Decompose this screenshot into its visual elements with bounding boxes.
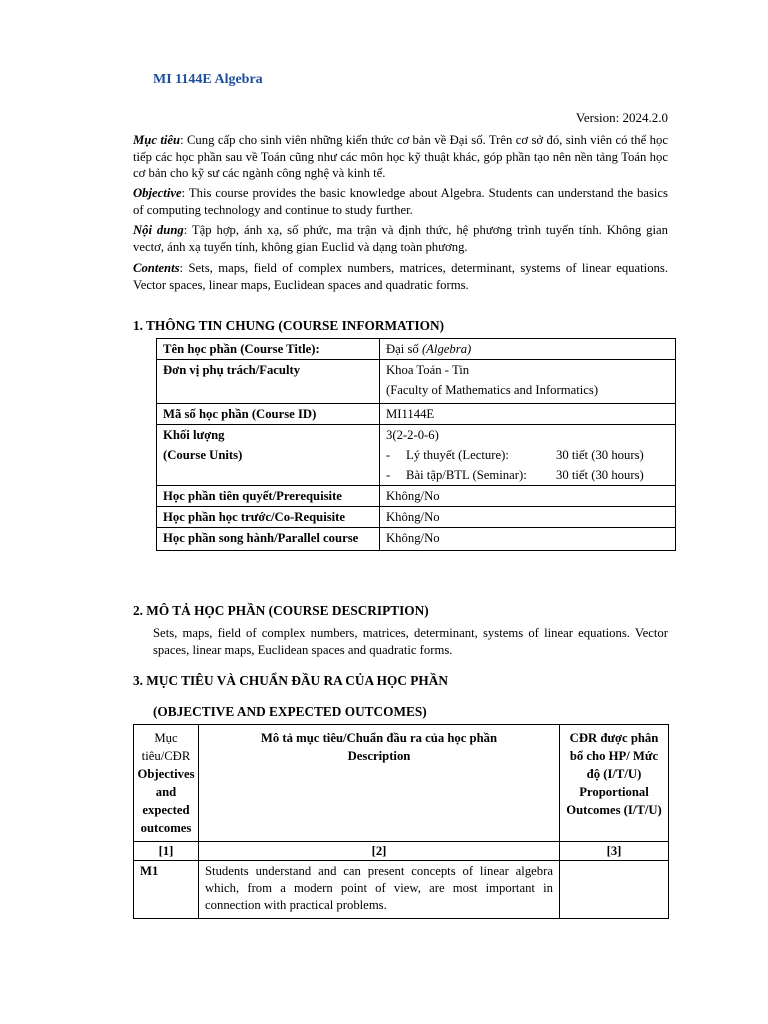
table-row bbox=[157, 486, 676, 507]
section3-heading: 3. MỤC TIÊU VÀ CHUẨN ĐẦU RA CỦA HỌC PHẦN bbox=[133, 673, 448, 688]
objective-description: Students understand and can present concepts of linear algebra which, from a modern point of view, are most important in connection with practical problems. bbox=[199, 861, 560, 919]
col-description-header: Mô tả mục tiêu/Chuẩn đầu ra của học phần Description bbox=[199, 725, 560, 842]
prerequisite-value: Không/No bbox=[380, 486, 676, 507]
course-id-value: MI1144E bbox=[380, 404, 676, 425]
objectives-table bbox=[133, 724, 669, 919]
faculty-value bbox=[380, 360, 676, 404]
corequisite-label: Học phần học trước/Co-Requisite bbox=[157, 507, 380, 528]
section1-heading: 1. THÔNG TIN CHUNG (COURSE INFORMATION) bbox=[133, 318, 445, 333]
index-cell: [3] bbox=[560, 842, 669, 861]
noi-dung-text: : Tập hợp, ánh xạ, số phức, ma trận và định thức, hệ phương trình tuyến tính. Không gian vectơ, ánh xạ tuyến tính, không gian Euclid và dạng toàn phương. bbox=[133, 223, 668, 254]
objective-level bbox=[560, 861, 669, 919]
index-cell: [1] bbox=[134, 842, 199, 861]
muc-tieu-label: Mục tiêu bbox=[133, 133, 181, 147]
table-row bbox=[157, 339, 676, 360]
col-outcomes-header: CĐR được phân bổ cho HP/ Mức độ (I/T/U) Proportional Outcomes (I/T/U) bbox=[560, 725, 669, 842]
units-total: 3(2-2-0-6) bbox=[386, 428, 439, 442]
table-row bbox=[157, 360, 676, 404]
table-row bbox=[157, 507, 676, 528]
contents-text: : Sets, maps, field of complex numbers, matrices, determinant, systems of linear equations. Vector spaces, linear maps, Euclidean spaces and quadratic forms. bbox=[133, 261, 668, 292]
table-row bbox=[157, 404, 676, 425]
objective-label: Objective bbox=[133, 186, 182, 200]
faculty-value-en: (Faculty of Mathematics and Informatics) bbox=[386, 383, 599, 397]
seminar-row: - Bài tập/BTL (Seminar): 30 tiết (30 hours) bbox=[386, 465, 669, 485]
course-id-label: Mã số học phần (Course ID) bbox=[157, 404, 380, 425]
seminar-hours: 30 tiết (30 hours) bbox=[556, 468, 644, 482]
muc-tieu-paragraph bbox=[133, 132, 668, 182]
objective-text: : This course provides the basic knowledge about Algebra. Students can understand the basics of computing technology and continue to study further. bbox=[133, 186, 668, 217]
table-row bbox=[134, 861, 669, 919]
index-cell: [2] bbox=[199, 842, 560, 861]
col-objective-header: Mục tiêu/CĐR Objectives and expected outcomes bbox=[134, 725, 199, 842]
parallel-value: Không/No bbox=[380, 528, 676, 551]
noi-dung-paragraph bbox=[133, 222, 668, 255]
noi-dung-label: Nội dung bbox=[133, 223, 184, 237]
course-title-label: Tên học phần (Course Title): bbox=[157, 339, 380, 360]
lecture-label: Lý thuyết (Lecture): bbox=[406, 448, 509, 462]
section3-heading-en: (OBJECTIVE AND EXPECTED OUTCOMES) bbox=[153, 704, 427, 719]
units-label: Khối lượng (Course Units) bbox=[157, 425, 380, 486]
faculty-label: Đơn vị phụ trách/Faculty bbox=[157, 360, 380, 404]
objective-paragraph bbox=[133, 185, 668, 218]
section2-heading: 2. MÔ TẢ HỌC PHẦN (COURSE DESCRIPTION) bbox=[133, 603, 429, 618]
course-description-text: Sets, maps, field of complex numbers, matrices, determinant, systems of linear equations. Vector spaces, linear maps, Euclidean spaces and quadratic forms. bbox=[153, 626, 668, 657]
parallel-label: Học phần song hành/Parallel course bbox=[157, 528, 380, 551]
course-title-italic: (Algebra) bbox=[421, 342, 472, 356]
course-title-value: Đại số (Algebra) bbox=[380, 339, 676, 360]
contents-label: Contents bbox=[133, 261, 180, 275]
prerequisite-label: Học phần tiên quyết/Prerequisite bbox=[157, 486, 380, 507]
units-value bbox=[380, 425, 676, 486]
faculty-value-vi: Khoa Toán - Tin bbox=[386, 363, 470, 377]
table-row bbox=[157, 528, 676, 551]
lecture-hours: 30 tiết (30 hours) bbox=[556, 448, 644, 462]
lecture-row: - Lý thuyết (Lecture): 30 tiết (30 hours) bbox=[386, 445, 669, 465]
document-title: MI 1144E Algebra bbox=[153, 72, 263, 87]
seminar-label: Bài tập/BTL (Seminar): bbox=[406, 468, 527, 482]
corequisite-value: Không/No bbox=[380, 507, 676, 528]
contents-paragraph bbox=[133, 260, 668, 293]
table-header-row bbox=[134, 725, 669, 842]
course-info-table bbox=[156, 338, 676, 551]
muc-tieu-text: : Cung cấp cho sinh viên những kiến thức cơ bản về Đại số. Trên cơ sở đó, sinh viên có thể học tiếp các học phần sau về Toán cũng như các môn học kỹ thuật khác, góp phần tạo nên nền tảng Toán học cơ bản cho kỹ sư các ngành công nghệ và kinh tế. bbox=[133, 133, 668, 180]
table-row bbox=[157, 425, 676, 486]
table-index-row bbox=[134, 842, 669, 861]
version-label: Version: 2024.2.0 bbox=[575, 110, 668, 125]
objective-code: M1 bbox=[134, 861, 199, 919]
